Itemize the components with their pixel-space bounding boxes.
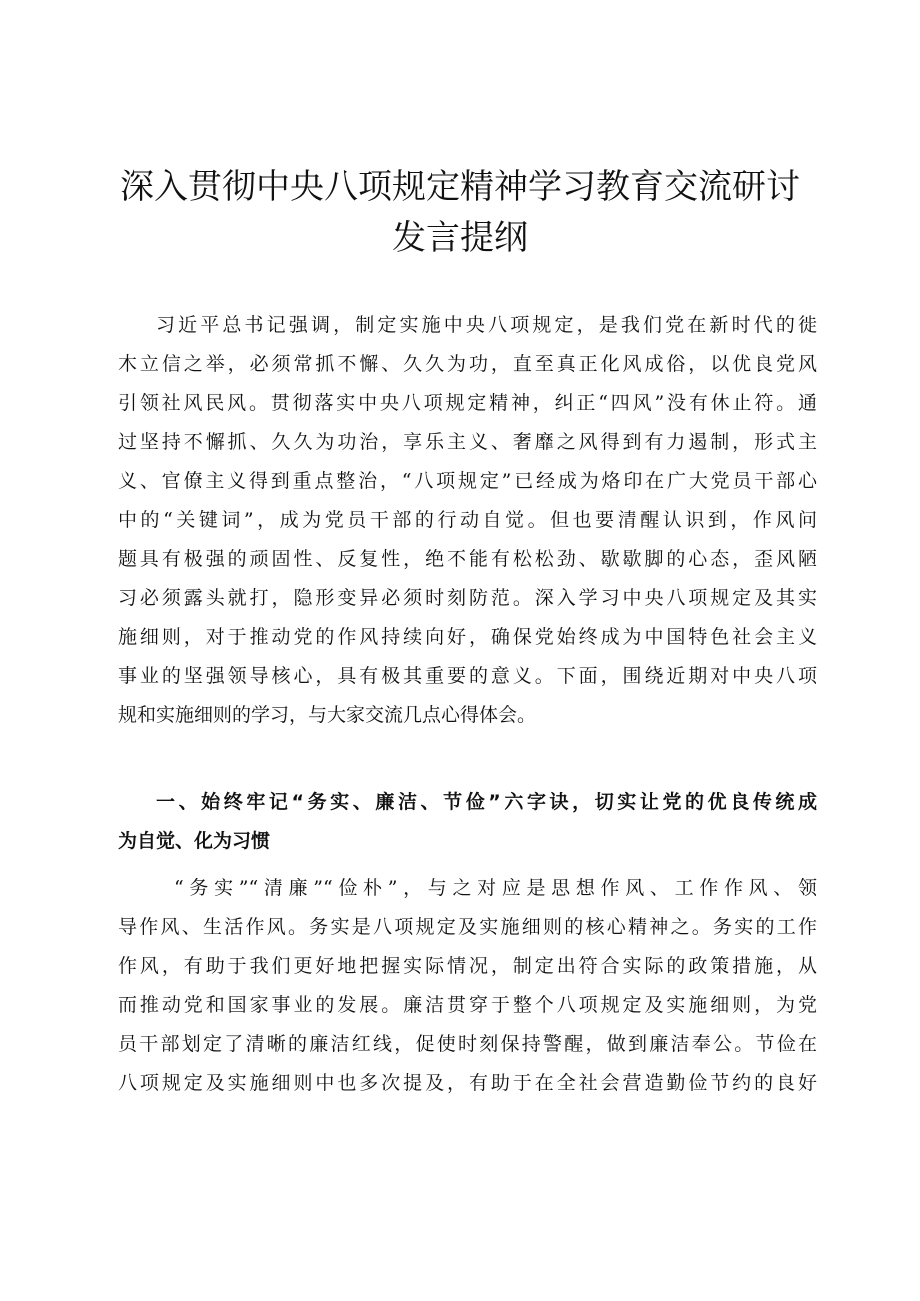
paragraph-line: 引领社风民风。贯彻落实中央八项规定精神，纠正“四风”没有休止符。通 <box>118 392 817 414</box>
heading-line: 为自觉、化为习惯 <box>118 830 271 852</box>
paragraph-line: 规和实施细则的学习，与大家交流几点心得体会。 <box>118 704 537 726</box>
paragraph-line: 导作风、生活作风。务实是八项规定及实施细则的核心精神之。务实的工作 <box>118 916 817 938</box>
paragraph-line: 而推动党和国家事业的发展。廉洁贯穿于整个八项规定及实施细则，为党 <box>118 994 817 1016</box>
paragraph-line: 习近平总书记强调，制定实施中央八项规定，是我们党在新时代的徙 <box>156 314 817 336</box>
section-1-paragraph <box>118 869 817 1103</box>
paragraph-line: “务实”“清廉”“俭朴”，与之对应是思想作风、工作作风、领 <box>174 877 817 899</box>
document-title-line-2: 发言提纲 <box>392 218 528 258</box>
document-title-line-1: 深入贯彻中央八项规定精神学习教育交流研讨 <box>120 167 800 207</box>
paragraph-line: 题具有极强的顽固性、反复性，绝不能有松松劲、歇歇脚的心态，歪风陋 <box>118 548 817 570</box>
paragraph-line: 施细则，对于推动党的作风持续向好，确保党始终成为中国特色社会主义 <box>118 626 817 648</box>
paragraph-line: 习必须露头就打，隐形变异必须时刻防范。深入学习中央八项规定及其实 <box>118 587 817 609</box>
heading-line: 一、始终牢记“务实、廉洁、节俭”六字诀，切实让党的优良传统成 <box>156 791 817 813</box>
paragraph-line: 过坚持不懈抓、久久为功治，享乐主义、奢靡之风得到有力遏制，形式主 <box>118 431 817 453</box>
paragraph-line: 中的“关键词”，成为党员干部的行动自觉。但也要清醒认识到，作风问 <box>118 509 817 531</box>
section-heading-1 <box>118 783 817 861</box>
paragraph-line: 木立信之举，必须常抓不懈、久久为功，直至真正化风成俗，以优良党风 <box>118 353 817 375</box>
paragraph-line: 员干部划定了清晰的廉洁红线，促使时刻保持警醒，做到廉洁奉公。节俭在 <box>118 1033 817 1055</box>
paragraph-line: 义、官僚主义得到重点整治，“八项规定”已经成为烙印在广大党员干部心 <box>118 470 817 492</box>
intro-paragraph <box>118 306 817 735</box>
paragraph-line: 作风，有助于我们更好地把握实际情况，制定出符合实际的政策措施，从 <box>118 955 817 977</box>
paragraph-line: 事业的坚强领导核心，具有极其重要的意义。下面，围绕近期对中央八项 <box>118 665 817 687</box>
paragraph-line: 八项规定及实施细则中也多次提及，有助于在全社会营造勤俭节约的良好 <box>118 1072 817 1094</box>
